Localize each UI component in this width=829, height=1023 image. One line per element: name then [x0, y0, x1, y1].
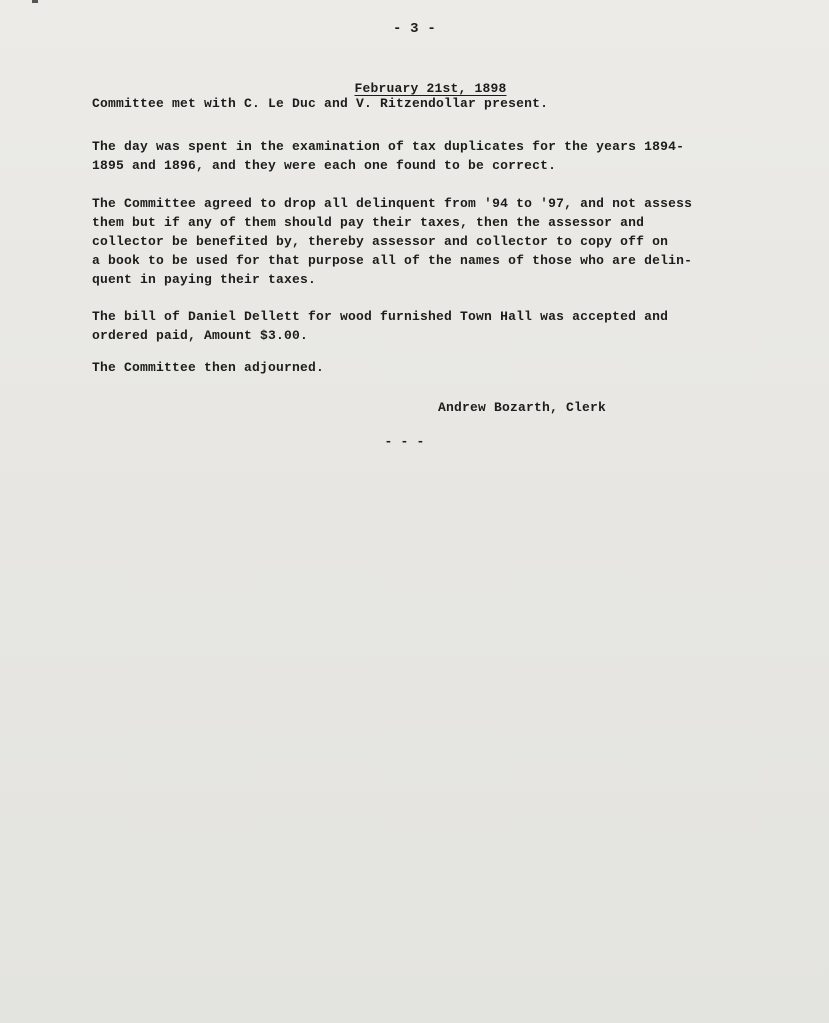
- paragraph-bill-payment: The bill of Daniel Dellett for wood furnished Town Hall was accepted and ordered paid, Amount $3.00.: [92, 309, 669, 343]
- page-number: - 3 -: [392, 21, 436, 37]
- paragraph-attendance: Committee met with C. Le Duc and V. Ritzendollar present.: [92, 96, 549, 111]
- paragraph-tax-duplicates: The day was spent in the examination of tax duplicates for the years 1894- 1895 and 1896, and they were each one found to be correct.: [92, 139, 685, 173]
- date-heading-text: February 21st, 1898: [354, 81, 507, 96]
- edge-mark: [32, 0, 38, 3]
- paragraph-delinquent-taxes: The Committee agreed to drop all delinquent from '94 to '97, and not assess them but if any of them should pay their taxes, then the assessor and collector be benefited by, thereby assessor and collector to copy off on a book to be used for that purpose all of the names of those who are delin- quent in paying their taxes.: [92, 196, 693, 287]
- paragraph-adjourned: The Committee then adjourned.: [92, 360, 325, 375]
- clerk-signature: Andrew Bozarth, Clerk: [438, 400, 607, 415]
- closing-mark: - - -: [384, 434, 425, 449]
